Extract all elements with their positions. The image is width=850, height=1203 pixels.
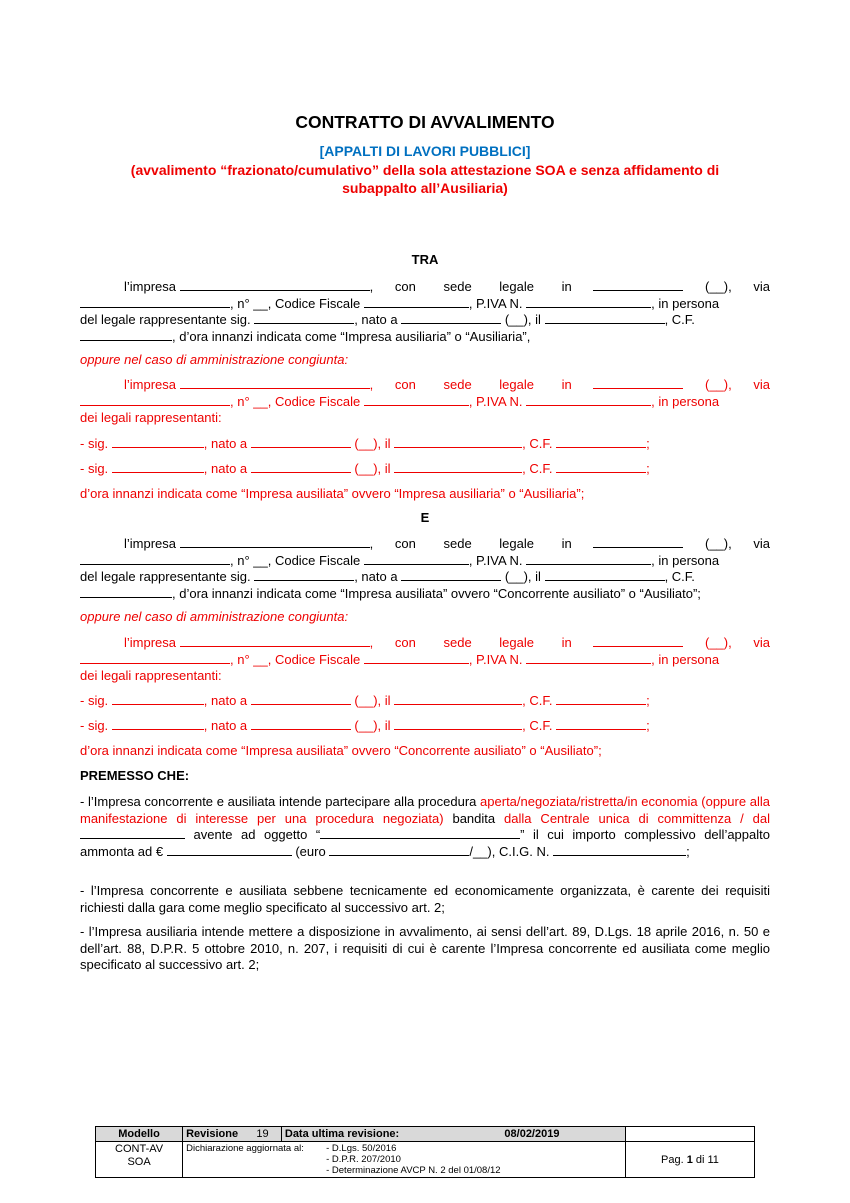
footer-modello-label: Modello xyxy=(96,1127,183,1142)
premesso-heading: PREMESSO CHE: xyxy=(80,768,190,783)
e-heading: E xyxy=(420,510,430,525)
document-title: CONTRATTO DI AVVALIMENTO xyxy=(295,112,555,132)
joint1-block: l’impresa , con sede legale in (__), via , n° __, Codice Fiscale , P.IVA N. , in persona dei legali rappresentanti: xyxy=(80,377,770,425)
oppure-note-2: oppure nel caso di amministrazione congiunta: xyxy=(80,609,349,624)
footer-dichiarazione: Dichiarazione aggiornata al: - D.Lgs. 50/2016 - D.P.R. 207/2010 - Determinazione AVCP N. 2 del 01/08/12 xyxy=(183,1142,626,1178)
joint1-rep2: - sig. , nato a (__), il , C.F. ; xyxy=(80,461,650,476)
footer-revisione-label: Revisione 19 xyxy=(183,1127,282,1142)
premesso-p1: - l’Impresa concorrente e ausiliata intende partecipare alla procedura aperta/negoziata/ristretta/in economia (oppure alla manifestazione di interesse per una procedura negoziata) bandita dalla Centrale unica di committenza / dal avente ad oggetto “ ” il cui importo complessivo dell’appalto ammonta ad € (euro /__), C.I.G. N. ; xyxy=(80,794,771,859)
joint2-rep1: - sig. , nato a (__), il , C.F. ; xyxy=(80,693,650,708)
joint2-rep2: - sig. , nato a (__), il , C.F. ; xyxy=(80,718,650,733)
footer-table xyxy=(95,1126,755,1178)
joint1-dora: d’ora innanzi indicata come “Impresa ausiliata” ovvero “Impresa ausiliaria” o “Ausiliaria”; xyxy=(80,486,585,501)
premesso-p3: - l’Impresa ausiliaria intende mettere a disposizione in avvalimento, ai sensi dell’art. 89, D.Lgs. 18 aprile 2016, n. 50 e dell’art. 88, D.P.R. 5 ottobre 2010, n. 207, i requisiti di cui è carente l’Impresa concorrente ed ausiliata come meglio specificato al successivo art. 2; xyxy=(80,924,770,972)
document-subtitle-category: [APPALTI DI LAVORI PUBBLICI] xyxy=(319,143,531,159)
footer-data-label: Data ultima revisione: 08/02/2019 xyxy=(281,1127,625,1142)
tra-heading: TRA xyxy=(411,252,439,267)
joint2-block: l’impresa , con sede legale in (__), via , n° __, Codice Fiscale , P.IVA N. , in persona dei legali rappresentanti: xyxy=(80,635,770,683)
party1-block: l’impresa , con sede legale in (__), via , n° __, Codice Fiscale , P.IVA N. , in persona del legale rappresentante sig. , nato a (__), il , C.F. , d’ora innanzi indicata come “Impresa ausiliaria” o “Ausiliaria”, xyxy=(80,279,770,344)
impresa-blank xyxy=(180,279,370,291)
party2-block: l’impresa , con sede legale in (__), via , n° __, Codice Fiscale , P.IVA N. , in persona del legale rappresentante sig. , nato a (__), il , C.F. , d’ora innanzi indicata come “Impresa ausiliata” ovvero “Concorrente ausiliato” o “Ausiliato”; xyxy=(80,536,770,601)
premesso-p2: - l’Impresa concorrente e ausiliata sebbene tecnicamente ed economicamente organizzata, è carente dei requisiti richiesti dalla gara come meglio specificato al successivo art. 2; xyxy=(80,883,770,915)
oppure-note-1: oppure nel caso di amministrazione congiunta: xyxy=(80,352,349,367)
document-subtitle-note: (avvalimento “frazionato/cumulativo” della sola attestazione SOA e senza affidamento di subappalto all’Ausiliaria) xyxy=(130,162,720,196)
joint2-dora: d’ora innanzi indicata come “Impresa ausiliata” ovvero “Concorrente ausiliato” o “Ausiliato”; xyxy=(80,743,602,758)
footer-modello-value: CONT-AV SOA xyxy=(96,1142,183,1178)
footer-page-number: Pag. 1 di 11 xyxy=(625,1142,754,1178)
joint1-rep1: - sig. , nato a (__), il , C.F. ; xyxy=(80,436,650,451)
